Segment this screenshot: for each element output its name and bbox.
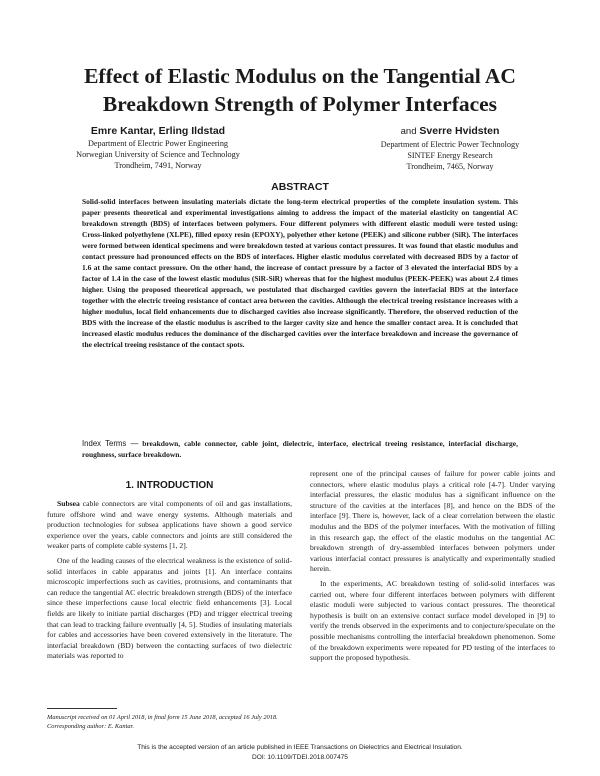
index-terms-label: Index Terms — — [82, 439, 139, 448]
abstract-text: Solid-solid interfaces between insulating materials dictate the long-term electrical properties of the complete insulation system. This paper presents theoretical and experimental investigations aiming to address the impact of the material elasticity on tangential AC breakdown strength (BDS) of interfaces between polymers. Four different polymers with different elastic moduli were tested using: Cross-linked polyethylene (XLPE), filled epoxy resin (EPOXY), polyether ether ketone (PEEK) and silicone rubber (SiR). The interfaces were formed between identical specimens and were breakdown tested at various contact pressures. It was found that elastic modulus and contact pressure had pronounced effects on the BDS of interfaces. Higher elastic modulus correlated with decreased BDS by a factor of 1.6 at the same contact pressure. On the other hand, the increase of contact pressure by a factor of 3 elevated the interfacial BDS by a factor of 1.4 in the case of the lowest elastic modulus (SiR-SiR) whereas that for the highest modulus (PEEK-PEEK) was about 2.4 times higher. Using the proposed theoretical approach, we postulated that discharged cavities govern the interfacial BDS at the interface together with the electric treeing resistance of contact area between the cavities. Although the electrical treeing resistance increases with a higher modulus, local field enhancements due to discharged cavities also increase significantly. Therefore, the observed reduction of the BDS with the increase of the elastic modulus is ascribed to the larger cavity size and hence the smaller contact area. It is concluded that increased elastic modulus reduces the dominance of the discharged cavities over the interface breakdown and increase the governance of the electrical treeing resistance of the contact spots. — [82, 197, 518, 349]
dropcap-word: Subsea — [57, 499, 80, 508]
author-address-left: Trondheim, 7491, Norway — [114, 161, 202, 170]
intro-p1-text: cable connectors are vital components of oil and gas installations, future offshore wind and wave energy systems. Although materials and production technologies for subsea applications have shown a good service experience over the years, cable connectors and joints are still considered the weaker parts of complete cable systems [1, 2]. — [47, 499, 292, 551]
author-institution-right: SINTEF Energy Research — [407, 151, 493, 160]
right-column — [310, 469, 555, 668]
author-institution-left: Norwegian University of Science and Technology — [76, 150, 240, 159]
doi-line: DOI: 10.1109/TDEI.2018.007475 — [252, 754, 348, 761]
author-dept-left: Department of Electric Power Engineering — [87, 139, 229, 148]
accepted-version-note — [0, 743, 600, 763]
author-names-left: Emre Kantar, Erling Ildstad — [90, 125, 226, 137]
author-dept-right: Department of Electric Power Technology — [380, 140, 520, 149]
left-column — [47, 480, 292, 666]
author-block-right — [330, 124, 570, 172]
intro-paragraph-2: One of the leading causes of the electrical weakness is the existence of solid-solid interfaces in cable apparatus and joints [1]. An interface contains microscopic imperfections such as cavities, protrusions, and contaminants that can reduce the tangential AC electric breakdown strength (BDS) of the interface since these imperfections cause local electric field enhancements [3]. Local fields are likely to initiate partial discharges (PD) and trigger electrical treeing that can lead to tracking failure eventually [4, 5]. Studies of insulating materials for cables and accessories have been covered extensively in the literature. The interfacial breakdown (BD) between the contacting surfaces of two dielectric materials was reported to — [47, 555, 292, 661]
abstract-heading: ABSTRACT — [271, 181, 329, 193]
author-names-right — [330, 124, 570, 139]
author-block-left — [58, 124, 258, 171]
intro-paragraph-4: In the experiments, AC breakdown testing of solid-solid interfaces was carried out, where four different interfaces between polymers with different elastic moduli were subjected to various contact pressures. The theoretical hypothesis is built on an extensive contact surface model developed in [9] to verify the trends observed in the experiments and to conjecture/speculate on the possible mechanisms controlling the interfacial breakdown phenomenon. Some of the breakdown experiments were repeated for PD testing of the interfaces to support the proposed hypothesis. — [310, 578, 555, 663]
accepted-version-line: This is the accepted version of an article published in IEEE Transactions on Dielectrics and Electrical Insulation. — [137, 744, 463, 751]
index-terms — [82, 438, 518, 460]
author-and: and — [400, 126, 417, 137]
author-address-right: Trondheim, 7465, Norway — [406, 162, 494, 171]
section-heading-introduction: 1. INTRODUCTION — [125, 480, 214, 491]
index-terms-text: breakdown, cable connector, cable joint, dielectric, interface, electrical treeing resistance, interfacial discharge, roughness, surface breakdown. — [82, 439, 519, 459]
intro-paragraph-1 — [47, 499, 292, 552]
author-name-right: Sverre Hvidsten — [419, 125, 500, 137]
footnote-rule — [47, 708, 117, 709]
footnote-manuscript: Manuscript received on 01 April 2018, in final form 15 June 2018, accepted 16 July 2018. Corresponding author: E. Kantar. — [47, 714, 278, 730]
paper-title: Effect of Elastic Modulus on the Tangential AC Breakdown Strength of Polymer Interfaces — [84, 64, 516, 116]
intro-paragraph-3: represent one of the principal causes of failure for power cable joints and connectors, where elastic modulus plays a critical role [4-7]. Under varying interfacial pressures, the elastic modulus has a significant influence on the structure of the cavities at the interfaces [8], and hence on the BDS of the interface [9]. There is, however, lack of a clear correlation between the elastic modulus and the BDS of the polymer interfaces. With the motivation of filling in this research gap, the effect of the elastic modulus on the tangential AC breakdown strength of dry-assembled interfaces between polymers under various interfacial contact pressures is analytically and experimentally studied herein. — [310, 469, 555, 574]
